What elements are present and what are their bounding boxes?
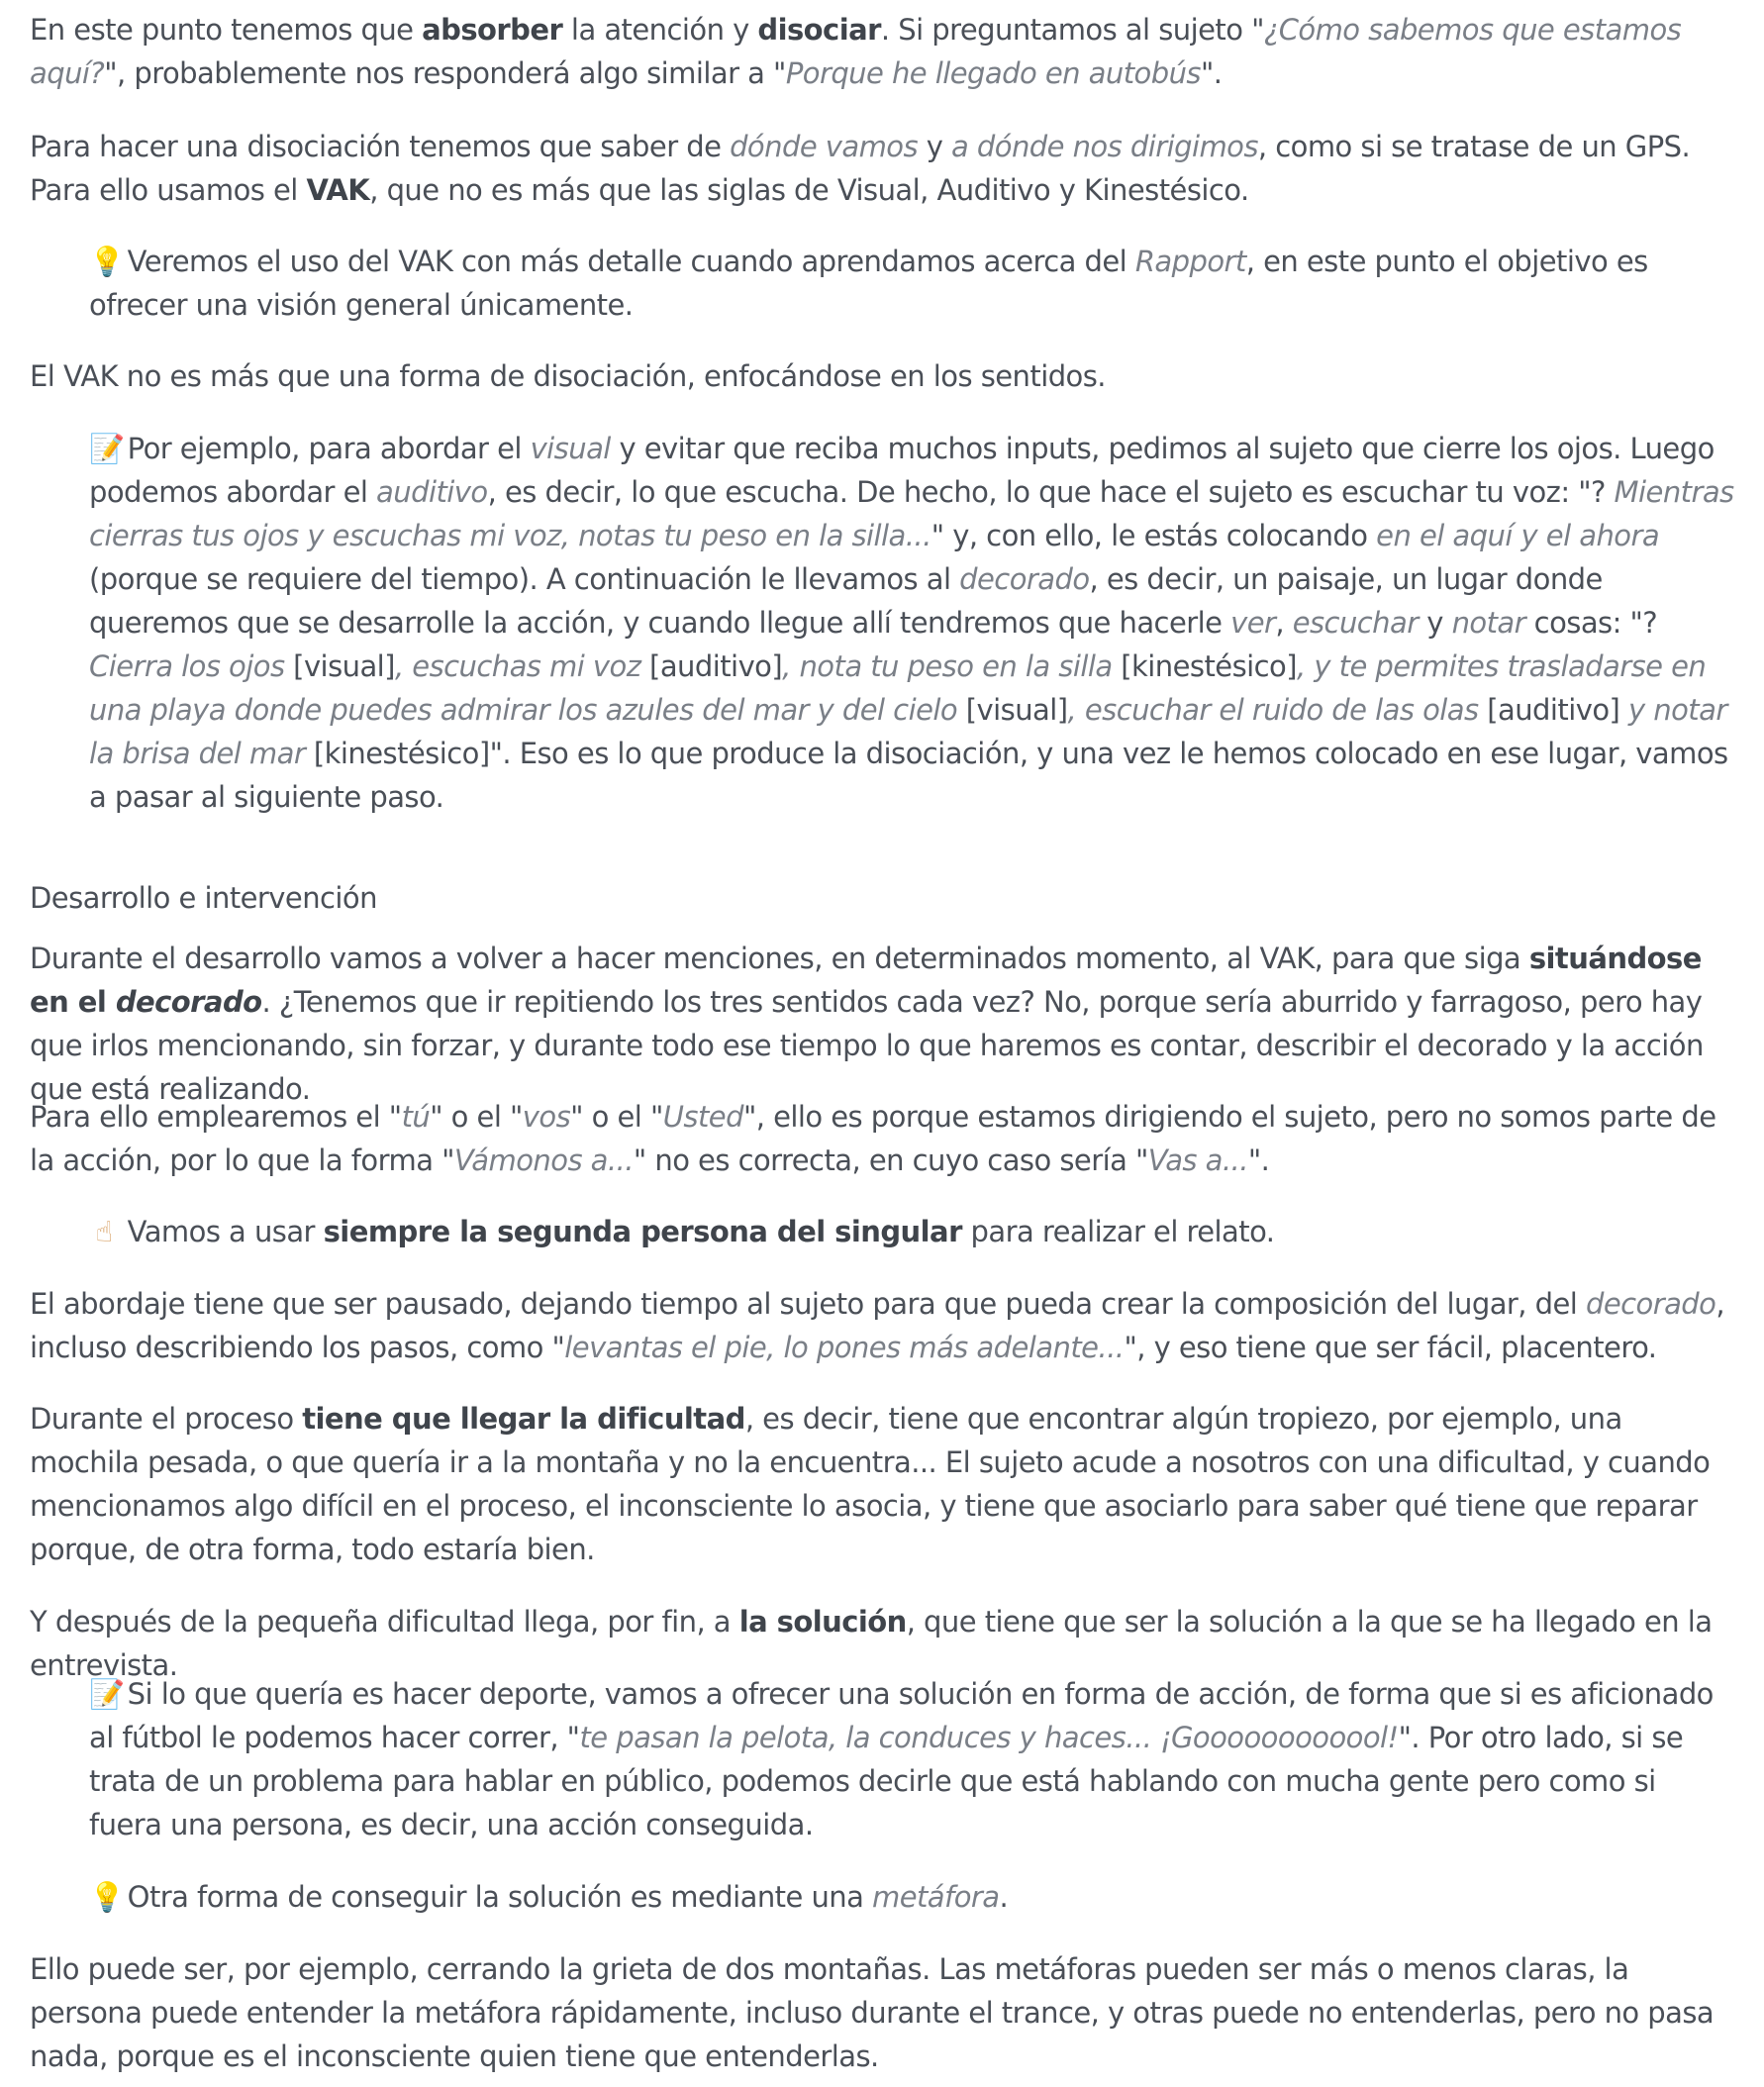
- italic-text: tú: [401, 1100, 431, 1134]
- italic-text: , y te permites trasladarse en una playa donde puedes admirar los azules del mar y del cielo: [89, 649, 1707, 727]
- paragraph: [30, 1397, 1734, 1571]
- bulb-icon: 💡: [89, 245, 125, 278]
- italic-text: te pasan la pelota, la conduces y haces... ¡Goooooooooool!: [579, 1721, 1399, 1754]
- text-run: ,: [1275, 606, 1293, 640]
- text-run: [visual]: [284, 649, 395, 683]
- text-run: El VAK no es más que una forma de disociación, enfocándose en los sentidos.: [30, 359, 1106, 393]
- italic-text: auditivo: [376, 475, 488, 509]
- hand-pointing-up-icon: ☝: [95, 1215, 113, 1248]
- callout-block: [89, 427, 1734, 819]
- text-run: [auditivo]: [1478, 693, 1628, 727]
- text-run: la atención y: [562, 13, 758, 47]
- bulb-icon: 💡: [89, 1880, 125, 1914]
- italic-text: Cierra los ojos: [89, 649, 285, 683]
- italic-text: Rapport: [1134, 245, 1246, 278]
- text-run: Veremos el uso del VAK con más detalle cuando aprendamos acerca del: [127, 245, 1135, 278]
- text-run: ".: [1247, 1143, 1270, 1177]
- italic-text: levantas el pie, lo pones más adelante...: [564, 1331, 1125, 1364]
- italic-text: , escuchar el ruido de las olas: [1067, 693, 1479, 727]
- text-run: , en este punto el objetivo es ofrecer una visión general únicamente.: [89, 245, 1648, 322]
- text-run: Por ejemplo, para abordar el: [127, 432, 531, 465]
- text-run: [visual]: [957, 693, 1068, 727]
- italic-text: en el aquí y el ahora: [1376, 519, 1660, 552]
- paragraph: [30, 1282, 1734, 1369]
- callout-block: [89, 1672, 1734, 1846]
- italic-text: , nota tu peso en la silla: [782, 649, 1113, 683]
- text-run: Ello puede ser, por ejemplo, cerrando la grieta de dos montañas. Las metáforas pueden ser más o menos claras, la persona puede entender la metáfora rápidamente, incluso durante el trance, y otras puede no entenderlas, pero no pasa nada, porque es el inconsciente quien tiene que entenderlas.: [30, 1952, 1715, 2073]
- text-run: , que no es más que las siglas de Visual, Auditivo y Kinestésico.: [369, 173, 1249, 207]
- paragraph: [30, 354, 1734, 398]
- text-run: , es decir, lo que escucha. De hecho, lo que hace el sujeto es escuchar tu voz: "?: [487, 475, 1615, 509]
- text-run: [kinestésico]: [1112, 649, 1297, 683]
- bold-text: tiene que llegar la dificultad: [302, 1402, 745, 1436]
- text-run: ", y eso tiene que ser fácil, placentero.: [1124, 1331, 1657, 1364]
- text-run: y: [1418, 606, 1452, 640]
- text-run: Otra forma de conseguir la solución es mediante una: [127, 1880, 872, 1914]
- italic-text: vos: [522, 1100, 571, 1134]
- text-run: , que tiene que ser la solución a la que se ha llegado en la entrevista.: [30, 1605, 1713, 1682]
- text-run: ", ello es porque estamos dirigiendo el sujeto, pero no somos parte de la acción, por lo que la forma ": [30, 1100, 1716, 1177]
- italic-text: escuchar: [1292, 606, 1419, 640]
- text-run: ". Por otro lado, si se trata de un problema para hablar en público, podemos decirle que está hablando con mucha gente pero como si fuera una persona, es decir, una acción conseguida.: [89, 1721, 1684, 1841]
- paragraph: [30, 1947, 1734, 2078]
- italic-text: y notar la brisa del mar: [89, 693, 1727, 770]
- text-run: [kinestésico]". Eso es lo que produce la disociación, y una vez le hemos colocado en ese lugar, vamos a pasar al siguiente paso.: [89, 737, 1728, 814]
- italic-text: a dónde nos dirigimos: [951, 130, 1258, 163]
- text-run: [auditivo]: [640, 649, 783, 683]
- text-run: Vamos a usar: [127, 1215, 324, 1248]
- paragraph: [30, 1095, 1734, 1182]
- text-run: Durante el proceso: [30, 1402, 303, 1436]
- bold-italic-text: decorado: [115, 985, 262, 1019]
- text-run: ", probablemente nos responderá algo similar a ": [104, 56, 786, 90]
- paragraph: [30, 937, 1734, 1111]
- callout-block: [89, 1875, 1734, 1919]
- italic-text: Vas a...: [1147, 1143, 1248, 1177]
- italic-text: Mientras cierras tus ojos y escuchas mi voz, notas tu peso en la silla...: [89, 475, 1734, 552]
- italic-text: Usted: [662, 1100, 743, 1134]
- text-run: . ¿Tenemos que ir repitiendo los tres sentidos cada vez? No, porque sería aburrido y farragoso, pero hay que irlos mencionando, sin forzar, y durante todo ese tiempo lo que haremos es contar, describir el decorado y la acción que está realizando.: [30, 985, 1704, 1106]
- text-run: y: [918, 130, 952, 163]
- callout-block: [89, 240, 1734, 327]
- text-run: .: [999, 1880, 1009, 1914]
- text-run: (porque se requiere del tiempo). A continuación le llevamos al: [89, 562, 960, 596]
- bold-text: disociar: [757, 13, 881, 47]
- text-run: Para ello emplearemos el ": [30, 1100, 402, 1134]
- memo-icon: 📝: [89, 432, 125, 465]
- bold-text: VAK: [306, 173, 370, 207]
- text-run: , incluso describiendo los pasos, como ": [30, 1287, 1725, 1364]
- bold-text: situándose en el: [30, 942, 1702, 1019]
- text-run: . Si preguntamos al sujeto ": [880, 13, 1264, 47]
- memo-icon: 📝: [89, 1677, 125, 1711]
- paragraph: [30, 8, 1734, 95]
- text-run: Desarrollo e intervención: [30, 881, 377, 915]
- text-run: En este punto tenemos que: [30, 13, 423, 47]
- text-run: " o el ": [570, 1100, 663, 1134]
- italic-text: metáfora: [872, 1880, 1000, 1914]
- bold-text: siempre la segunda persona del singular: [323, 1215, 962, 1248]
- text-run: , es decir, un paisaje, un lugar donde queremos que se desarrolle la acción, y cuando llegue allí tendremos que hacerle: [89, 562, 1603, 640]
- text-run: " no es correcta, en cuyo caso sería ": [633, 1143, 1148, 1177]
- italic-text: notar: [1451, 606, 1525, 640]
- text-run: para realizar el relato.: [961, 1215, 1275, 1248]
- bold-text: absorber: [422, 13, 563, 47]
- bold-text: la solución: [738, 1605, 907, 1639]
- italic-text: Vámonos a...: [453, 1143, 634, 1177]
- text-run: Si lo que quería es hacer deporte, vamos a ofrecer una solución en forma de acción, de forma que si es aficionado al fútbol le podemos hacer correr, ": [89, 1677, 1714, 1754]
- callout-block: [89, 1210, 1734, 1253]
- text-run: Y después de la pequeña dificultad llega, por fin, a: [30, 1605, 739, 1639]
- section-heading: [30, 876, 1734, 920]
- text-run: , como si se tratase de un GPS. Para ello usamos el: [30, 130, 1691, 207]
- text-run: " o el ": [430, 1100, 523, 1134]
- italic-text: , escuchas mi voz: [394, 649, 641, 683]
- italic-text: Porque he llegado en autobús: [785, 56, 1201, 90]
- text-run: " y, con ello, le estás colocando: [931, 519, 1377, 552]
- italic-text: dónde vamos: [730, 130, 919, 163]
- text-run: Durante el desarrollo vamos a volver a hacer menciones, en determinados momento, al VAK, para que siga: [30, 942, 1529, 975]
- italic-text: decorado: [959, 562, 1090, 596]
- paragraph: [30, 125, 1734, 212]
- text-run: Para hacer una disociación tenemos que saber de: [30, 130, 731, 163]
- text-run: , es decir, tiene que encontrar algún tropiezo, por ejemplo, una mochila pesada, o que quería ir a la montaña y no la encuentra... El sujeto acude a nosotros con una dificultad, y cuando mencionamos algo difícil en el proceso, el inconsciente lo asocia, y tiene que asociarlo para saber qué tiene que reparar porque, de otra forma, todo estaría bien.: [30, 1402, 1711, 1566]
- text-run: cosas: "?: [1525, 606, 1658, 640]
- text-run: y evitar que reciba muchos inputs, pedimos al sujeto que cierre los ojos. Luego podemos abordar el: [89, 432, 1715, 509]
- italic-text: decorado: [1585, 1287, 1716, 1321]
- italic-text: ver: [1230, 606, 1276, 640]
- italic-text: ¿Cómo sabemos que estamos aquí?: [30, 13, 1682, 90]
- text-run: El abordaje tiene que ser pausado, dejando tiempo al sujeto para que pueda crear la composición del lugar, del: [30, 1287, 1586, 1321]
- text-run: ".: [1200, 56, 1223, 90]
- italic-text: visual: [530, 432, 611, 465]
